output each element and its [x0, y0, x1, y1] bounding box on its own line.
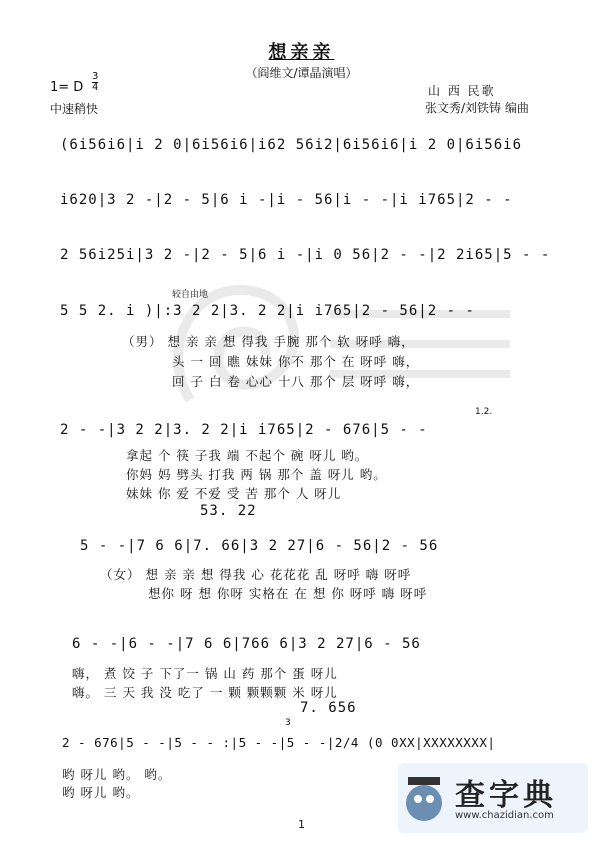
lyric-line-5-1: 拿起 个 筷 子我 端 不起个 碗 呀儿 哟。	[126, 448, 369, 463]
lyric-line-6-2: 想你 呀 想 你呀 实格在 在 想 你 呀呼 嗨 呀呼	[148, 586, 428, 601]
watermark-text: 查字典	[455, 778, 557, 813]
performer-credits: （阎维文/谭晶演唱）	[245, 66, 358, 80]
notation-line-4: 5 5 2. i )|:3 2 2|3. 2 2|i i765|2 - 56|2 - -	[60, 303, 475, 319]
volta-bracket-1-2: 1.2.	[475, 407, 493, 417]
lyric-line-6-1: （女） 想 亲 亲 想 得我 心 花花花 乱 呀呼 嗨 呀呼	[100, 567, 412, 582]
time-signature	[92, 72, 98, 93]
lyric-line-7-2: 嗨。 三 天 我 没 吃了 一 颗 颗颗颗 米 呀儿	[72, 685, 338, 700]
lyric-line-7-1: 嗨， 煮 饺 子 下了一 锅 山 药 那个 蛋 呀儿	[72, 666, 338, 681]
arranger-credits: 张文秀/刘铁铸 编曲	[425, 101, 529, 115]
time-signature-top: 3	[92, 71, 99, 82]
notation-line-6: 5 - -|7 6 6|7. 66|3 2 27|6 - 56|2 - 56	[80, 538, 439, 554]
lyric-line-4-1: （男） 想 亲 亲 想 得我 手腕 那个 软 呀呼 嗨，	[122, 334, 415, 349]
time-signature-bottom: 4	[92, 82, 99, 93]
alternate-notes-5: 53. 22	[200, 503, 257, 519]
notation-line-5: 2 - -|3 2 2|3. 2 2|i i765|2 - 676|5 - -	[60, 422, 428, 438]
lyric-line-8-1: 哟 呀儿 哟。 哟。	[62, 767, 172, 782]
watermark-url: www.chazidian.com	[455, 810, 554, 821]
page-number: 1	[298, 818, 305, 831]
volta-bracket-3: 3	[285, 718, 291, 728]
lyric-line-4-2: 头 一 回 瞧 妹妹 你不 那个 在 呀呼 嗨，	[172, 354, 420, 369]
notation-line-8: 2 - 676|5 - -|5 - - :|5 - -|5 - -|2/4 (0 0XX|XXXXXXXX|	[62, 735, 496, 750]
lyric-line-5-3: 妹妹 你 爱 不爱 受 苦 那个 人 呀儿	[126, 486, 342, 501]
lyric-line-8-2: 哟 呀儿 哟。	[62, 785, 140, 800]
performance-mark: 较自由地	[172, 290, 209, 300]
notation-line-1: (6i56i6|i 2 0|6i56i6|i62 56i2|6i56i6|i 2 0|6i56i6	[60, 137, 523, 153]
song-title: 想亲亲	[268, 42, 335, 63]
notation-line-3: 2 56i25i|3 2 -|2 - 5|6 i -|i 0 56|2 - -|2 2i65|5 - -	[60, 247, 551, 263]
lyric-line-5-2: 你妈 妈 劈头 打我 两 锅 那个 盖 呀儿 哟。	[126, 467, 387, 482]
alternate-notes-7: 7. 656	[300, 700, 357, 716]
tempo-marking: 中速稍快	[50, 102, 99, 116]
song-origin: 山 西 民歌	[428, 84, 496, 98]
lyric-line-4-3: 回 子 白 卷 心心 十八 那个 层 呀呼 嗨，	[172, 374, 420, 389]
notation-line-2: i620|3 2 -|2 - 5|6 i -|i - 56|i - -|i i765|2 - -	[60, 192, 513, 208]
key-signature: 1= D	[50, 80, 84, 95]
notation-line-7: 6 - -|6 - -|7 6 6|766 6|3 2 27|6 - 56	[72, 636, 421, 652]
